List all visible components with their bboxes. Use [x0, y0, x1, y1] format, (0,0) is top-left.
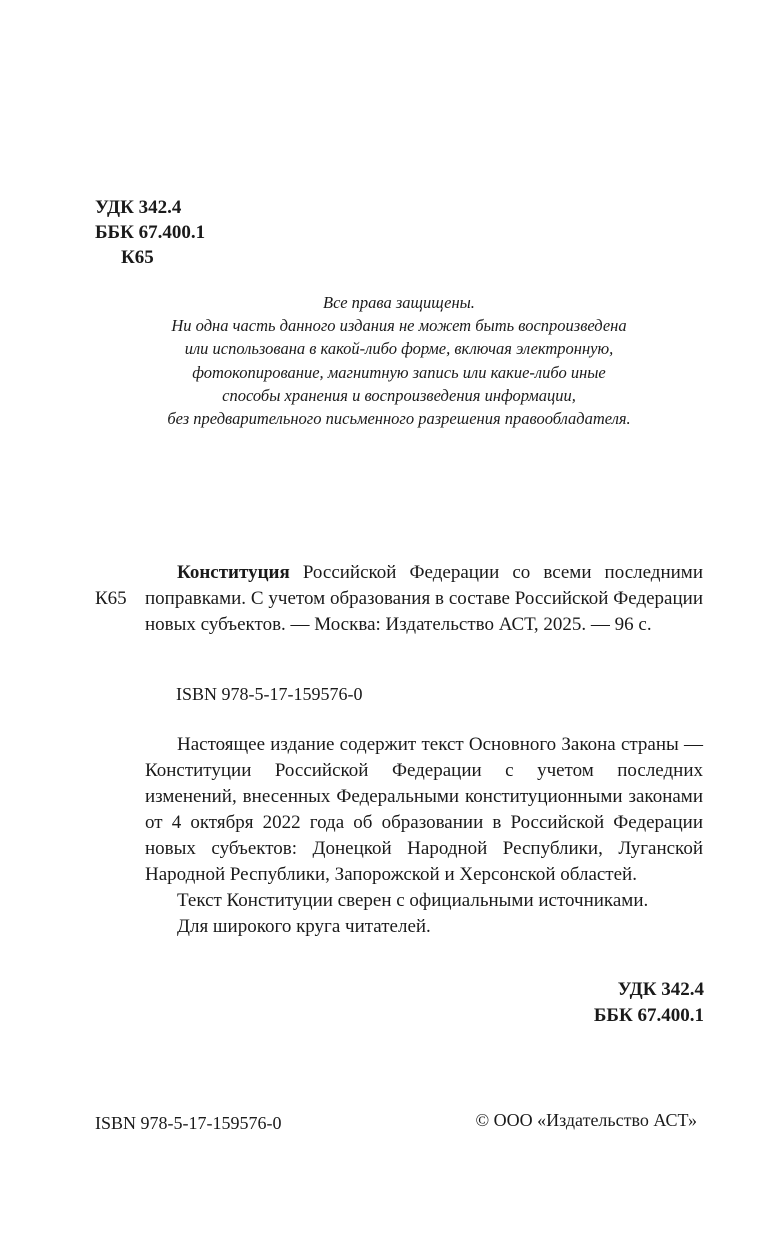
copyright-notice: © ООО «Издательство АСТ» — [475, 1110, 697, 1130]
rights-line: Ни одна часть данного издания не может быть воспроизведена — [171, 316, 627, 336]
footer-isbn: ISBN 978-5-17-159576-0 — [95, 1113, 282, 1133]
annotation-paragraph: Настоящее издание содержит текст Основного Закона страны — Конституции Российской Федерации с учетом последних изменений, внесенных Федеральными конституционными законами от 4 октября 2022 года об образовании в Российской Федерации новых субъектов: Донецкой Народной Республики, Луганской Народной Республики, Запорожской и Херсонской областей. — [145, 734, 703, 885]
rights-line: фотокопирование, магнитную запись или какие-либо иные — [192, 362, 606, 382]
bbk-code: ББК 67.400.1 — [593, 1005, 704, 1026]
isbn-record: ISBN 978-5-17-159576-0 — [176, 684, 363, 704]
bbk-code: ББК 67.400.1 — [95, 222, 206, 243]
bibliographic-record — [145, 560, 703, 638]
rights-line: способы хранения и воспроизведения информации, — [222, 385, 576, 405]
author-mark: К65 — [121, 247, 154, 268]
annotation-paragraph: Для широкого круга читателей. — [177, 916, 431, 937]
annotation — [145, 732, 703, 940]
classification-codes-top — [95, 195, 205, 270]
book-title: Конституция — [177, 562, 290, 583]
rights-line: без предварительного письменного разрешения правообладателя. — [167, 409, 631, 429]
bibliographic-description — [145, 560, 703, 638]
book-description: Российской Федерации со всеми последними поправками. С учетом образования в составе Российской Федерации новых субъектов. — Москва: Издательство АСТ, 2025. — 96 с. — [145, 562, 703, 635]
rights-notice — [100, 291, 698, 430]
udk-code: УДК 342.4 — [95, 197, 182, 218]
rights-line: или использована в какой-либо форме, включая электронную, — [184, 339, 614, 359]
author-mark-margin: К65 — [95, 588, 127, 609]
annotation-paragraph: Текст Конституции сверен с официальными источниками. — [177, 890, 649, 911]
classification-codes-bottom — [594, 977, 704, 1029]
udk-code: УДК 342.4 — [617, 979, 704, 1000]
rights-line: Все права защищены. — [323, 293, 475, 312]
